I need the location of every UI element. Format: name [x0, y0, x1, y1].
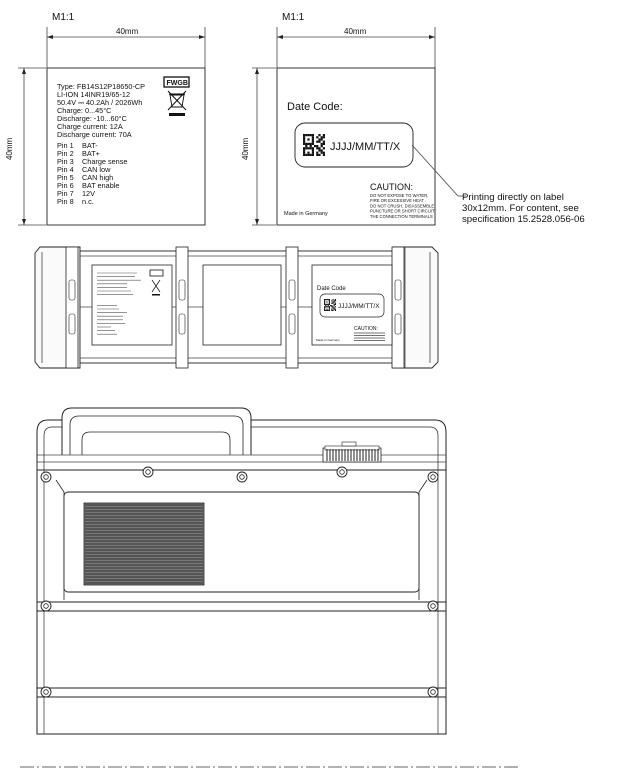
discharge-current-line: Discharge current: 70A	[57, 130, 132, 139]
charge-temp-line: Charge: 0...45°C	[57, 106, 112, 115]
height-dimension-left: 40mm	[5, 137, 14, 160]
mini-caution-title: CAUTION:	[354, 326, 378, 332]
caution-line: DO NOT EXPOSE TO WATER,	[370, 193, 429, 198]
pin-name: Charge sense	[82, 157, 128, 166]
discharge-temp-line: Discharge: -10...60°C	[57, 114, 127, 123]
caution-line: PUNCTURE OR SHORT CIRCUIT	[370, 208, 435, 214]
label-drawing-right	[241, 12, 435, 225]
pin-name: CAN high	[82, 173, 114, 182]
pin-number: Pin 4	[57, 165, 74, 174]
pin-number: Pin 3	[57, 157, 74, 166]
pin-name: 12V	[82, 189, 95, 198]
mini-made-in: Made in Germany	[316, 338, 340, 342]
made-in-germany: Made in Germany	[284, 211, 328, 217]
mini-label-blank	[203, 265, 281, 345]
date-code-title: Date Code:	[287, 101, 343, 113]
caution-line: THE CONNECTION TERMINALS	[370, 213, 433, 219]
pin-number: Pin 2	[57, 149, 74, 158]
callout-line-2: 30x12mm. For content, see	[462, 203, 579, 214]
callout-line-3: specification 15.2528.056-06	[462, 214, 585, 225]
pin-number: Pin 8	[57, 197, 74, 206]
battery-front-view	[20, 408, 520, 767]
scale-label-left: M1:1	[52, 12, 75, 23]
date-code-format: JJJJ/MM/TT/X	[330, 141, 401, 153]
pin-number: Pin 1	[57, 141, 74, 150]
type-line: Type: FB14S12P18650-CP	[57, 82, 146, 91]
pin-name: n.c.	[82, 197, 94, 206]
caution-line: DO NOT CRUSH, DISASSEMBLE	[370, 203, 435, 209]
pin-name: BAT+	[82, 149, 100, 158]
pin-number: Pin 6	[57, 181, 74, 190]
pin-name: CAN low	[82, 165, 111, 174]
callout	[412, 145, 585, 225]
cell-line: LI-ION 14INR19/65-12	[57, 90, 131, 99]
fwgb-logo-text: FWGB	[166, 80, 188, 87]
mini-label-left	[92, 265, 172, 345]
pin-number: Pin 7	[57, 189, 74, 198]
label-drawing-left	[5, 12, 205, 225]
width-dimension-right: 40mm	[344, 27, 367, 36]
connector-knob	[323, 442, 381, 462]
pin-name: BAT enable	[82, 181, 120, 190]
power-line: 50.4V ⎓ 40.2Ah / 2026Wh	[57, 98, 143, 107]
mini-date-code-title: Date Code	[317, 286, 346, 292]
width-dimension-left: 40mm	[116, 27, 139, 36]
pin-name: BAT-	[82, 141, 98, 150]
charge-current-line: Charge current: 12A	[57, 122, 123, 131]
pin-number: Pin 5	[57, 173, 74, 182]
mini-date-code-format: JJJJ/MM/TT/X	[338, 303, 380, 310]
scale-label-right: M1:1	[282, 12, 305, 23]
callout-line-1: Printing directly on label	[462, 192, 564, 203]
battery-side-view	[35, 247, 438, 368]
caution-line: FIRE OR EXCESSIVE HEAT	[370, 198, 424, 204]
height-dimension-right: 40mm	[241, 137, 250, 160]
caution-text	[370, 193, 435, 219]
caution-title: CAUTION:	[370, 182, 414, 192]
